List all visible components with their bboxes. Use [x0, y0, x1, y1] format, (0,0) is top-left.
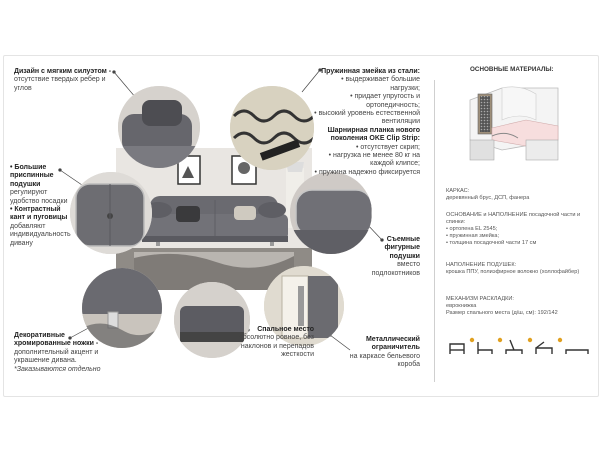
- callout-sleeping-place: [234, 326, 314, 360]
- callout-metal-limiter: [340, 336, 420, 370]
- callout-removable-pillows: [362, 236, 420, 278]
- materials-frame-desc: деревянный брус, ДСП, фанера: [446, 195, 530, 201]
- callout-chrome-legs: [14, 332, 114, 374]
- callout-title-text: Контрастный кант и пуговицы: [10, 206, 68, 222]
- section-divider: [434, 80, 435, 382]
- clip-item: • пружина надежно фиксируется: [310, 169, 420, 177]
- materials-base-item: • пружинная змейка;: [446, 233, 592, 240]
- callout-soft-silhouette: [14, 68, 124, 93]
- materials-mech-name: еврокнижка: [446, 303, 477, 309]
- callout-title: Спальное место: [257, 326, 314, 333]
- materials-base-item: • толщина посадочной части 17 см: [446, 240, 592, 247]
- callout-desc: абсолютно ровное, без наклонов и перепадов жесткости: [238, 334, 314, 359]
- detail-photo-back-pillows: [70, 172, 152, 254]
- callout-spring: [310, 68, 420, 177]
- callout-desc: на каркасе бельевого короба: [349, 352, 420, 369]
- materials-heading: ОСНОВНЫЕ МАТЕРИАЛЫ:: [470, 66, 554, 73]
- materials-frame: [446, 188, 592, 202]
- detail-photo-soft-silhouette: [118, 86, 200, 168]
- materials-fill-title: НАПОЛНЕНИЕ ПОДУШЕК:: [446, 262, 517, 268]
- spring-item: • высокий уровень естественной вентиляции: [310, 110, 420, 127]
- mechanism-steps-illustration: [444, 334, 594, 360]
- materials-mech-size: Размер спального места (д/ш, см): 192/142: [446, 310, 558, 316]
- callout-note: *Заказываются отдельно: [14, 365, 101, 373]
- callout-title: Металлический ограничитель: [365, 336, 420, 352]
- callout-title: Дизайн с мягким силуэтом -: [14, 68, 112, 75]
- callout-title-text: Большие приспинные подушки: [10, 164, 54, 188]
- clip-item: • нагрузка не менее 80 кг на каждой клипсе;: [310, 152, 420, 169]
- materials-fill: [446, 262, 592, 276]
- callout-back-pillows: [10, 164, 72, 248]
- materials-mechanism: [446, 296, 592, 317]
- spring-item: • придает упругость и ортопедичность;: [310, 93, 420, 110]
- callout-desc-piping: добавляют индивидуальность дивану: [10, 222, 71, 247]
- callout-title: • Большие приспинные подушки: [10, 164, 54, 188]
- materials-cutaway-illustration: [462, 80, 570, 168]
- callout-desc: регулируют удобство посадки: [10, 189, 68, 205]
- callout-desc: отсутствие твердых ребер и углов: [14, 76, 106, 92]
- callout-title-2: Шарнирная планка нового поколения OKE Clip Strip:: [327, 126, 420, 143]
- spring-item: • выдерживает большие нагрузки;: [310, 76, 420, 93]
- materials-base: [446, 212, 592, 247]
- callout-title: Пружинная змейка из стали:: [321, 68, 420, 75]
- materials-mech-title: МЕХАНИЗМ РАСКЛАДКИ:: [446, 296, 514, 302]
- detail-photo-armrest-pillow: [290, 172, 372, 254]
- materials-base-item: • ортопена EL 2545;: [446, 226, 592, 233]
- materials-base-title: ОСНОВАНИЕ и НАПОЛНЕНИЕ посадочной части и спинки:: [446, 212, 581, 225]
- callout-desc: вместо подлокотников: [371, 261, 420, 277]
- callout-title: Декоративные хромированные ножки -: [14, 332, 99, 348]
- callout-title: Съемные фигурные подушки: [384, 236, 420, 260]
- materials-frame-title: КАРКАС:: [446, 188, 470, 194]
- callout-title-piping: • Контрастный кант и пуговицы: [10, 206, 68, 222]
- callout-desc: дополнительный акцент и украшение дивана.: [14, 348, 99, 365]
- clip-item: • отсутствует скрип;: [310, 144, 420, 152]
- materials-fill-desc: крошка ППУ, полиэфирное волокно (холлофайбер): [446, 269, 580, 275]
- detail-photo-spring: [230, 86, 314, 170]
